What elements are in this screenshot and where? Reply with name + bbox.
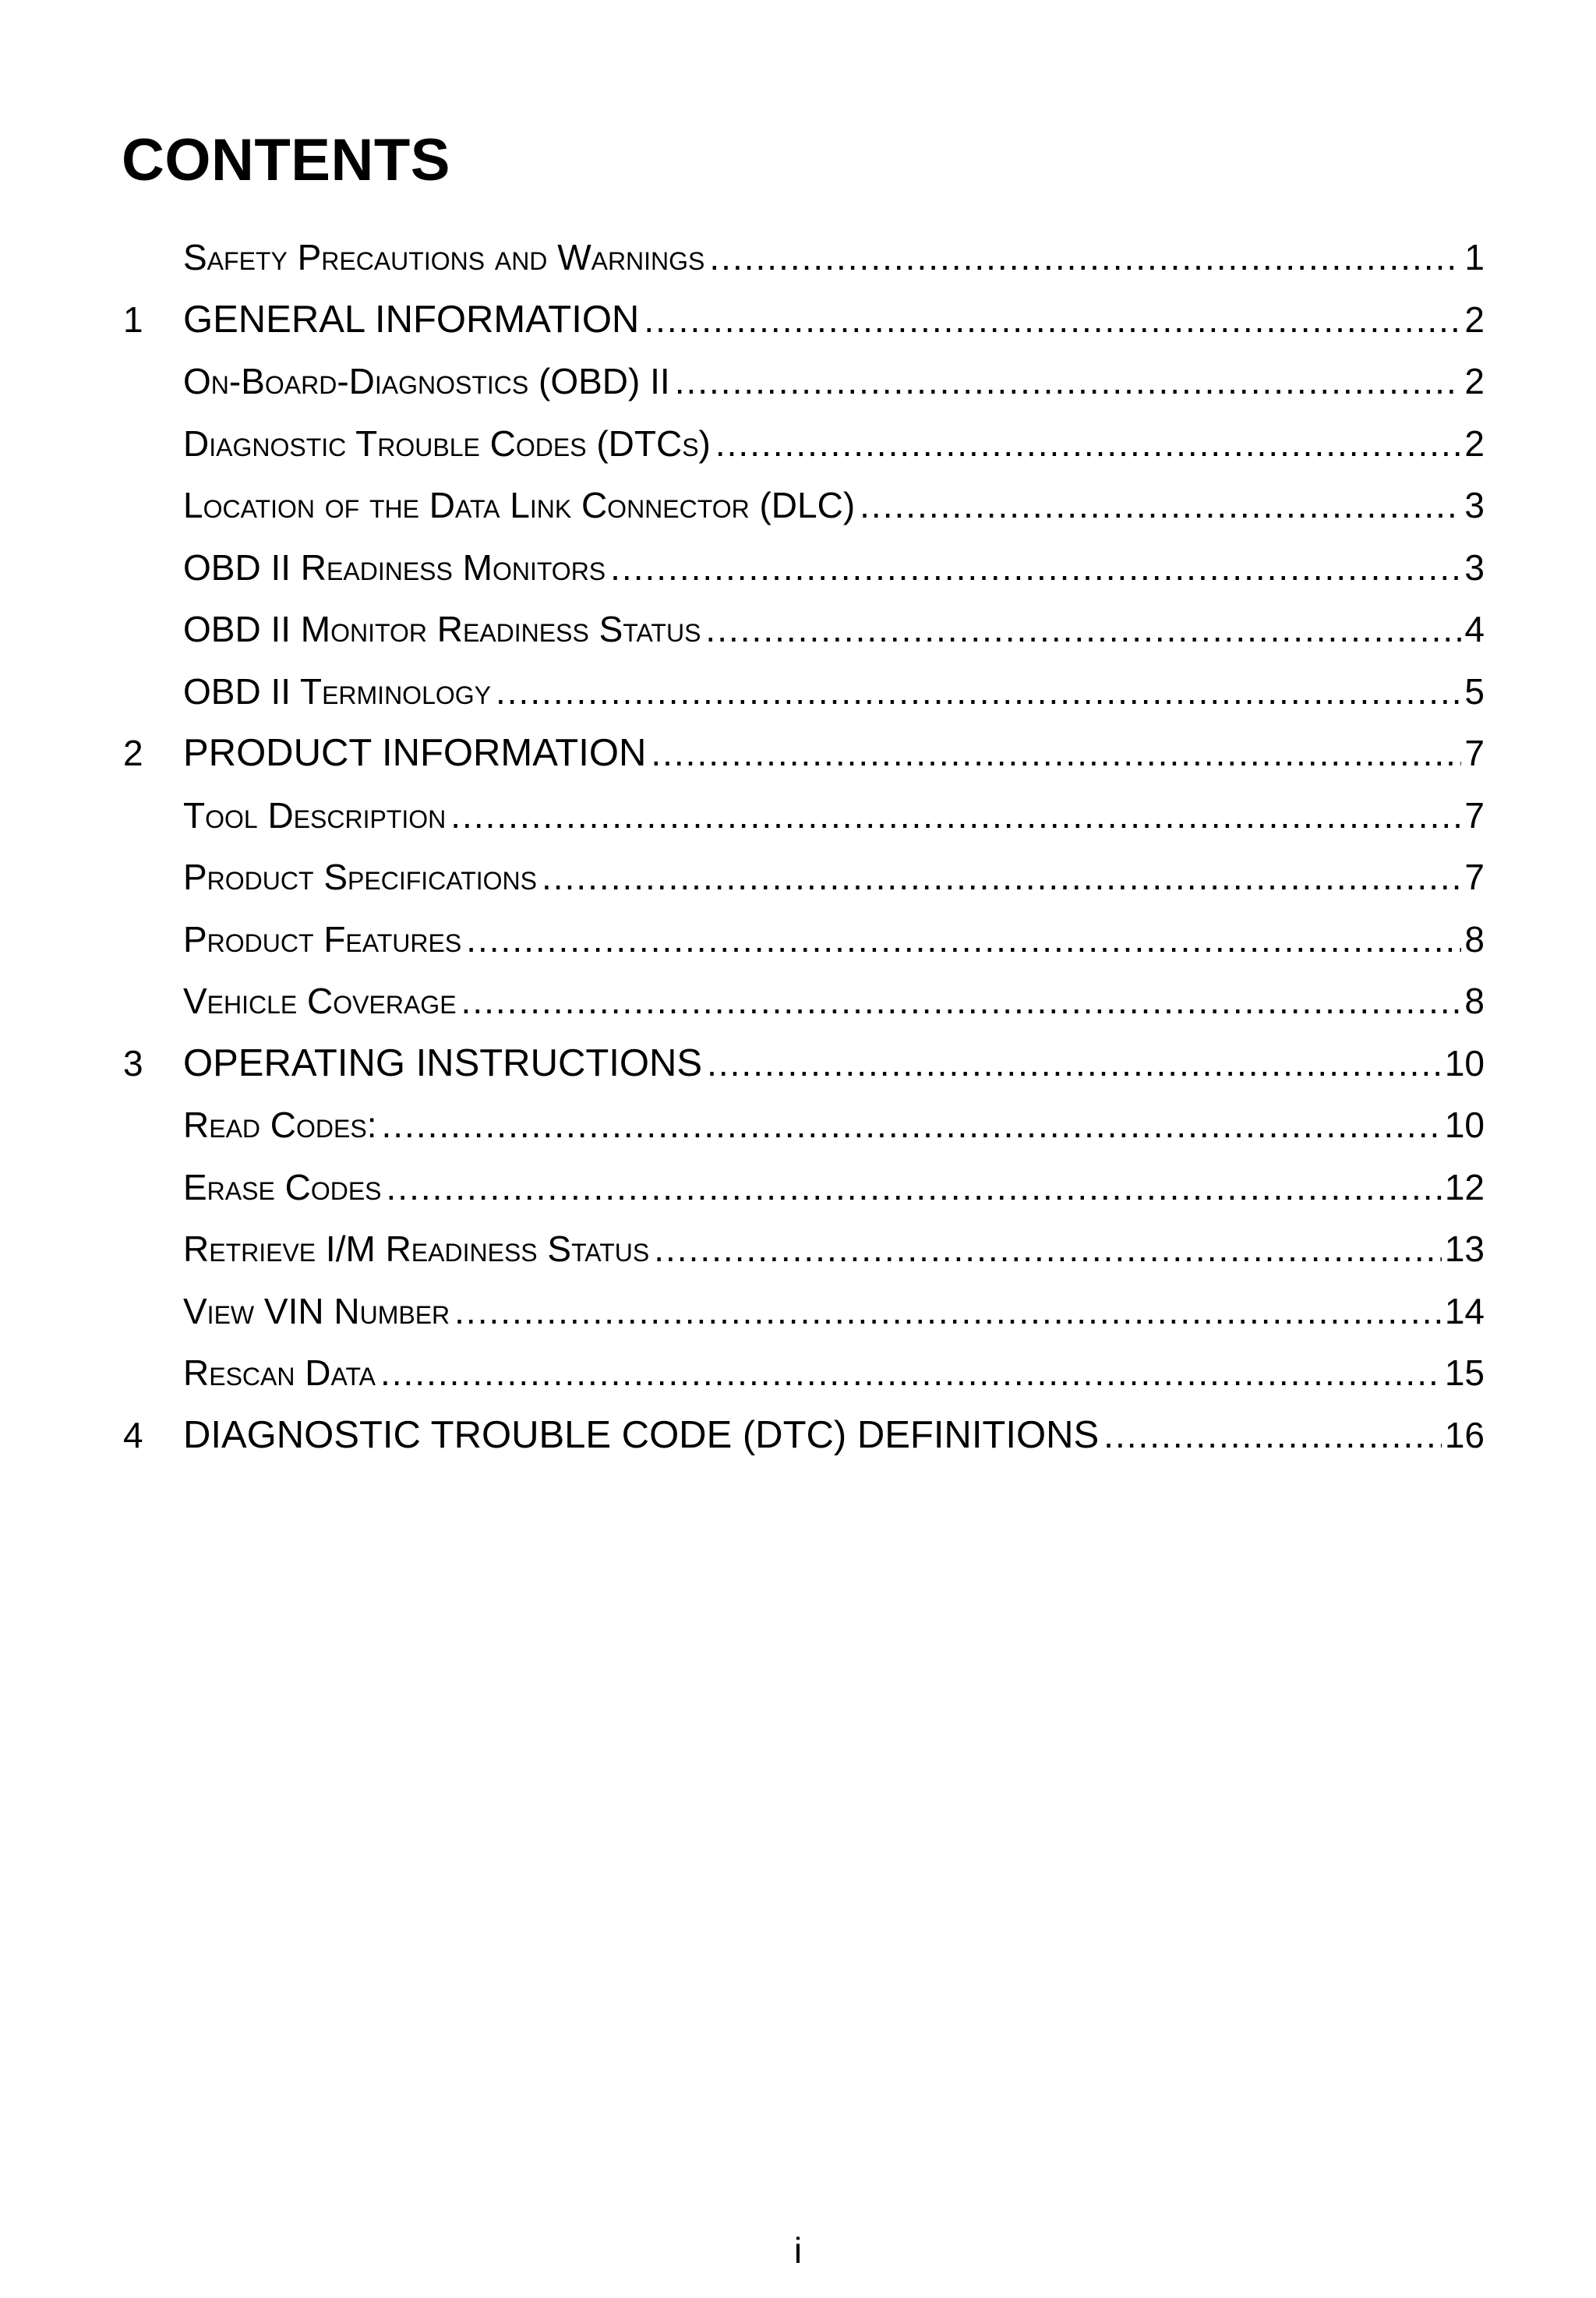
toc-leader-dots: [644, 292, 1461, 347]
toc-entry-page: 10: [1444, 1105, 1485, 1145]
toc-leader-dots: [380, 1345, 1442, 1400]
toc-entry-number: 1: [123, 299, 143, 340]
toc-entry-page: 5: [1464, 670, 1485, 712]
toc-entry[interactable]: [0, 354, 1596, 416]
toc-entry[interactable]: [0, 664, 1596, 727]
toc-entry-page: 16: [1444, 1414, 1485, 1455]
toc-leader-dots: [381, 1098, 1441, 1152]
toc-entry-number: 2: [123, 733, 143, 773]
toc-entry[interactable]: [0, 292, 1596, 355]
toc-entry-page: 10: [1444, 1042, 1485, 1084]
toc-entry[interactable]: [0, 726, 1596, 788]
toc-leader-dots: [651, 726, 1461, 780]
toc-entry-page: 14: [1444, 1290, 1485, 1331]
table-of-contents: [0, 230, 1596, 1469]
toc-entry[interactable]: [0, 416, 1596, 479]
toc-entry-label: View VIN Number: [183, 1290, 450, 1331]
toc-entry-label: Location of the Data Link Connector (DLC): [183, 485, 856, 525]
toc-leader-dots: [610, 540, 1461, 595]
toc-entry-page: 12: [1444, 1166, 1485, 1207]
toc-leader-dots: [654, 1221, 1442, 1276]
toc-entry-number: 3: [123, 1042, 143, 1084]
toc-leader-dots: [461, 974, 1462, 1028]
toc-entry-page: 2: [1464, 299, 1485, 340]
toc-entry-label: GENERAL INFORMATION: [183, 298, 640, 341]
toc-leader-dots: [715, 416, 1462, 471]
toc-entry[interactable]: [0, 1408, 1596, 1470]
toc-leader-dots: [450, 788, 1461, 843]
toc-entry[interactable]: [0, 1221, 1596, 1284]
toc-entry-page: 7: [1464, 857, 1485, 897]
toc-entry-page: 4: [1464, 609, 1485, 649]
toc-entry-page: 7: [1464, 733, 1485, 773]
toc-entry[interactable]: [0, 788, 1596, 850]
toc-entry[interactable]: [0, 230, 1596, 292]
toc-entry-number: 4: [123, 1414, 143, 1455]
toc-entry[interactable]: [0, 540, 1596, 603]
toc-entry-page: 2: [1464, 422, 1485, 464]
toc-entry-label: Retrieve I/M Readiness Status: [183, 1229, 650, 1269]
toc-leader-dots: [860, 478, 1461, 532]
toc-entry[interactable]: [0, 850, 1596, 912]
toc-leader-dots: [387, 1160, 1442, 1214]
toc-entry-page: 7: [1464, 794, 1485, 836]
toc-entry[interactable]: [0, 1098, 1596, 1160]
toc-leader-dots: [496, 664, 1461, 719]
toc-entry-label: Safety Precautions and Warnings: [183, 237, 705, 278]
toc-leader-dots: [1103, 1408, 1442, 1462]
toc-entry-label: On-Board-Diagnostics (OBD) II: [183, 361, 670, 401]
toc-leader-dots: [675, 354, 1462, 408]
toc-entry-label: Product Specifications: [183, 857, 538, 897]
toc-entry-label: Read Codes:: [183, 1105, 377, 1145]
toc-entry-label: Tool Description: [183, 794, 447, 836]
toc-entry-label: OBD II Readiness Monitors: [183, 546, 606, 588]
toc-entry[interactable]: [0, 974, 1596, 1036]
toc-entry-label: Diagnostic Trouble Codes (DTCs): [183, 422, 711, 464]
toc-entry-label: Erase Codes: [183, 1166, 382, 1207]
toc-leader-dots: [466, 912, 1461, 967]
toc-entry[interactable]: [0, 1160, 1596, 1222]
toc-leader-dots: [709, 230, 1461, 285]
toc-leader-dots: [707, 1036, 1442, 1091]
toc-entry-page: 15: [1444, 1352, 1485, 1393]
toc-entry-label: Product Features: [183, 918, 462, 960]
toc-entry[interactable]: [0, 478, 1596, 540]
toc-entry-label: Vehicle Coverage: [183, 981, 457, 1021]
toc-entry-label: Rescan Data: [183, 1352, 376, 1393]
toc-entry-label: OPERATING INSTRUCTIONS: [183, 1041, 703, 1084]
toc-entry[interactable]: [0, 1284, 1596, 1346]
toc-entry-label: PRODUCT INFORMATION: [183, 732, 647, 774]
toc-entry-label: OBD II Monitor Readiness Status: [183, 609, 701, 649]
toc-entry-label: OBD II Terminology: [183, 670, 491, 712]
toc-entry[interactable]: [0, 912, 1596, 974]
toc-entry-page: 2: [1464, 361, 1485, 401]
toc-entry-page: 8: [1464, 981, 1485, 1021]
page-title: CONTENTS: [122, 127, 450, 193]
toc-entry-page: 13: [1444, 1229, 1485, 1269]
toc-entry-page: 1: [1464, 237, 1485, 278]
toc-entry[interactable]: [0, 1036, 1596, 1098]
toc-entry[interactable]: [0, 602, 1596, 664]
toc-leader-dots: [454, 1284, 1442, 1338]
toc-leader-dots: [542, 850, 1461, 904]
toc-entry-label: DIAGNOSTIC TROUBLE CODE (DTC) DEFINITIONS: [183, 1413, 1100, 1456]
toc-entry-page: 3: [1464, 546, 1485, 588]
toc-entry-page: 3: [1464, 485, 1485, 525]
toc-entry[interactable]: [0, 1345, 1596, 1408]
page-number: i: [793, 2230, 803, 2271]
toc-entry-page: 8: [1464, 918, 1485, 960]
toc-leader-dots: [705, 602, 1461, 656]
